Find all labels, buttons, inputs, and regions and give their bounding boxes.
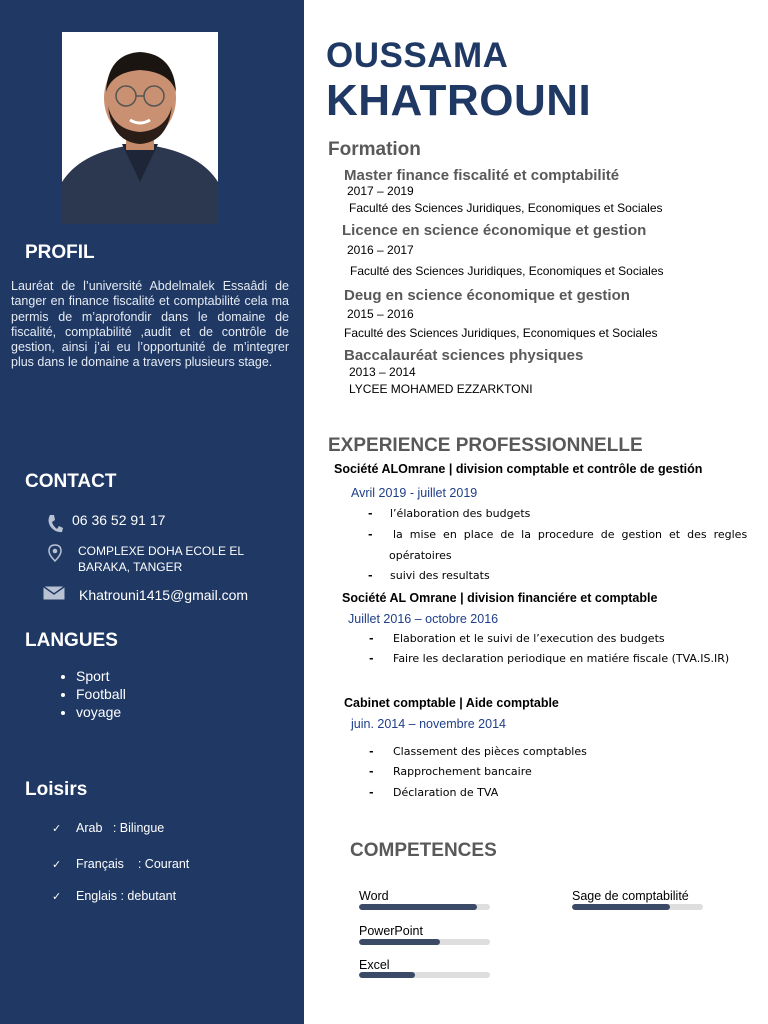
edu-years: 2017 – 2019	[347, 184, 414, 198]
skill-bar-fill	[359, 972, 415, 978]
first-name: OUSSAMA	[326, 36, 509, 75]
skill-bar	[572, 904, 703, 910]
sidebar	[0, 0, 304, 1024]
edu-title: Deug en science économique et gestion	[344, 287, 630, 304]
loisir-item	[52, 889, 176, 903]
list-item: • Sport	[76, 667, 126, 685]
skill-label: Word	[359, 889, 389, 903]
person-portrait-icon	[62, 32, 218, 224]
mail-icon	[43, 586, 65, 600]
edu-title: Licence en science économique et gestion	[342, 222, 647, 239]
exp-title: Société AL Omrane | division financiére et comptable	[342, 591, 658, 605]
langues-list	[56, 667, 126, 721]
exp-title: Cabinet comptable | Aide comptable	[344, 696, 559, 710]
skill-label: PowerPoint	[359, 924, 423, 938]
edu-years: 2013 – 2014	[349, 365, 416, 379]
edu-title: Master finance fiscalité et comptabilité	[344, 167, 620, 184]
exp-title: Société ALOmrane | division comptable et contrôle de gestión	[334, 462, 703, 476]
last-name: KHATROUNI	[326, 76, 592, 125]
edu-years: 2016 – 2017	[347, 243, 414, 257]
loisir-level: : debutant	[120, 889, 177, 903]
langues-heading: LANGUES	[25, 630, 118, 651]
edu-school: Faculté des Sciences Juridiques, Economiques et Sociales	[350, 264, 664, 278]
loisirs-heading: Loisirs	[25, 779, 88, 800]
loisir-level: : Bilingue	[112, 821, 165, 835]
check-icon: ✓	[52, 823, 62, 835]
contact-phone[interactable]: 06 36 52 91 17	[72, 512, 166, 528]
formation-heading: Formation	[328, 139, 421, 160]
skill-label: Sage de comptabilité	[572, 889, 689, 903]
loisir-lang: Français	[76, 857, 124, 871]
edu-school: Faculté des Sciences Juridiques, Economiques et Sociales	[349, 201, 663, 215]
edu-title: Baccalauréat sciences physiques	[344, 347, 584, 364]
list-item: • Football	[76, 685, 126, 703]
check-icon: ✓	[52, 859, 62, 871]
skill-bar	[359, 972, 490, 978]
skill-bar	[359, 904, 490, 910]
loisir-item	[52, 857, 189, 871]
skill-bar	[359, 939, 490, 945]
exp-date: Avril 2019 - juillet 2019	[351, 486, 478, 500]
profil-heading: PROFIL	[25, 242, 95, 263]
exp-date: juin. 2014 – novembre 2014	[351, 717, 506, 731]
profile-photo	[62, 32, 218, 224]
competences-heading: COMPETENCES	[350, 840, 497, 861]
loisir-item	[52, 821, 164, 835]
skill-label: Excel	[359, 958, 390, 972]
profil-text: Lauréat de l’université Abdelmalek Essaâdi de tanger en finance fiscalité et comptabilité cela ma permis de m’aprofondir dans le domaine de fiscalité, comptabilité ,audit et de contrôle de gestion, ainsi j’ai eu l’opportunité de m’integrer plus dans le domaine a travers plusieurs stage.	[11, 279, 289, 370]
phone-icon	[47, 514, 63, 534]
check-icon: ✓	[52, 891, 62, 903]
loisir-lang: Englais	[76, 889, 117, 903]
contact-heading: CONTACT	[25, 471, 117, 492]
skill-bar-fill	[359, 904, 477, 910]
skill-bar-fill	[359, 939, 440, 945]
contact-address-line2: BARAKA, TANGER	[78, 560, 183, 574]
loisir-level: : Courant	[137, 857, 190, 871]
experience-heading: EXPERIENCE PROFESSIONNELLE	[328, 435, 643, 456]
contact-email[interactable]: Khatrouni1415@gmail.com	[79, 587, 249, 603]
edu-years: 2015 – 2016	[347, 307, 414, 321]
contact-address-line1: COMPLEXE DOHA ECOLE EL	[78, 544, 245, 558]
loisir-lang: Arab	[76, 821, 103, 835]
skill-bar-fill	[572, 904, 670, 910]
location-pin-icon	[48, 544, 62, 562]
edu-school: LYCEE MOHAMED EZZARKTONI	[349, 382, 533, 396]
list-item: • voyage	[76, 703, 126, 721]
exp-date: Juillet 2016 – octobre 2016	[348, 612, 499, 626]
edu-school: Faculté des Sciences Juridiques, Economiques et Sociales	[344, 326, 658, 340]
